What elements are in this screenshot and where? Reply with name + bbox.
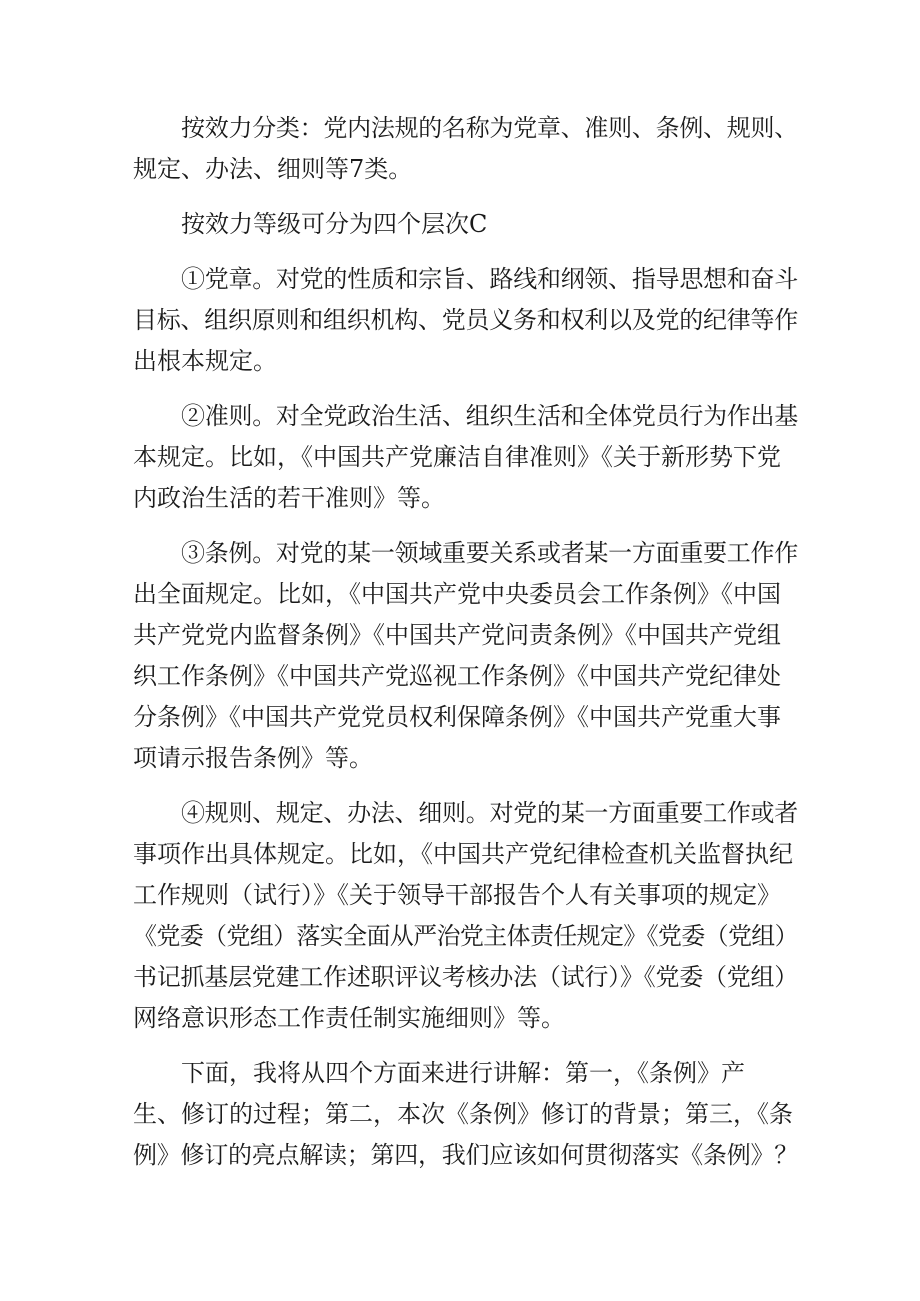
text-line: 《党委（党组）落实全面从严治党主体责任规定》《党委（党组） <box>133 922 798 950</box>
text-line: 网络意识形态工作责任制实施细则》等。 <box>133 1004 565 1032</box>
paragraph-rules <box>133 793 798 1039</box>
paragraph-classification <box>133 108 798 190</box>
text-line: ③条例。对党的某一领域重要关系或者某一方面重要工作作 <box>181 539 798 567</box>
text-line: 下面，我将从四个方面来进行讲解：第一，《条例》产 <box>181 1059 745 1087</box>
paragraph-levels-intro <box>133 204 798 245</box>
paragraph-regulations <box>133 533 798 779</box>
text-line: 出根本规定。 <box>133 347 277 375</box>
text-line: 项请示报告条例》等。 <box>133 744 373 772</box>
text-line: 共产党党内监督条例》《中国共产党问责条例》《中国共产党组 <box>133 621 781 649</box>
paragraph-outline <box>133 1053 798 1176</box>
text-line: 工作规则（试行）》《关于领导干部报告个人有关事项的规定》 <box>133 881 781 909</box>
document-body <box>133 108 798 1176</box>
text-line: 事项作出具体规定。比如，《中国共产党纪律检查机关监督执纪 <box>133 840 793 868</box>
text-line: ④规则、规定、办法、细则。对党的某一方面重要工作或者 <box>181 799 798 827</box>
text-line: 本规定。比如，《中国共产党廉洁自律准则》《关于新形势下党 <box>133 443 781 471</box>
text-line: 织工作条例》《中国共产党巡视工作条例》《中国共产党纪律处 <box>133 662 781 690</box>
paragraph-party-constitution <box>133 259 798 382</box>
text-line: 按效力分类：党内法规的名称为党章、准则、条例、规则、 <box>181 114 798 142</box>
text-line: 生、修订的过程；第二，本次《条例》修订的背景；第三，《条 <box>133 1100 793 1128</box>
text-line: ②准则。对全党政治生活、组织生活和全体党员行为作出基 <box>181 402 798 430</box>
text-line: 规定、办法、细则等7类。 <box>133 155 413 183</box>
text-line: 目标、组织原则和组织机构、党员义务和权利以及党的纪律等作 <box>133 306 798 334</box>
text-line: 书记抓基层党建工作述职评议考核办法（试行）》《党委（党组） <box>133 963 798 991</box>
text-line: ①党章。对党的性质和宗旨、路线和纲领、指导思想和奋斗 <box>181 265 798 293</box>
text-line: 内政治生活的若干准则》等。 <box>133 484 445 512</box>
text-line: 分条例》《中国共产党党员权利保障条例》《中国共产党重大事 <box>133 703 781 731</box>
text-line: 按效力等级可分为四个层次C <box>181 210 488 238</box>
text-line: 出全面规定。比如，《中国共产党中央委员会工作条例》《中国 <box>133 580 781 608</box>
paragraph-guidelines <box>133 396 798 519</box>
text-line: 例》修订的亮点解读；第四，我们应该如何贯彻落实《条例》？ <box>133 1141 798 1169</box>
